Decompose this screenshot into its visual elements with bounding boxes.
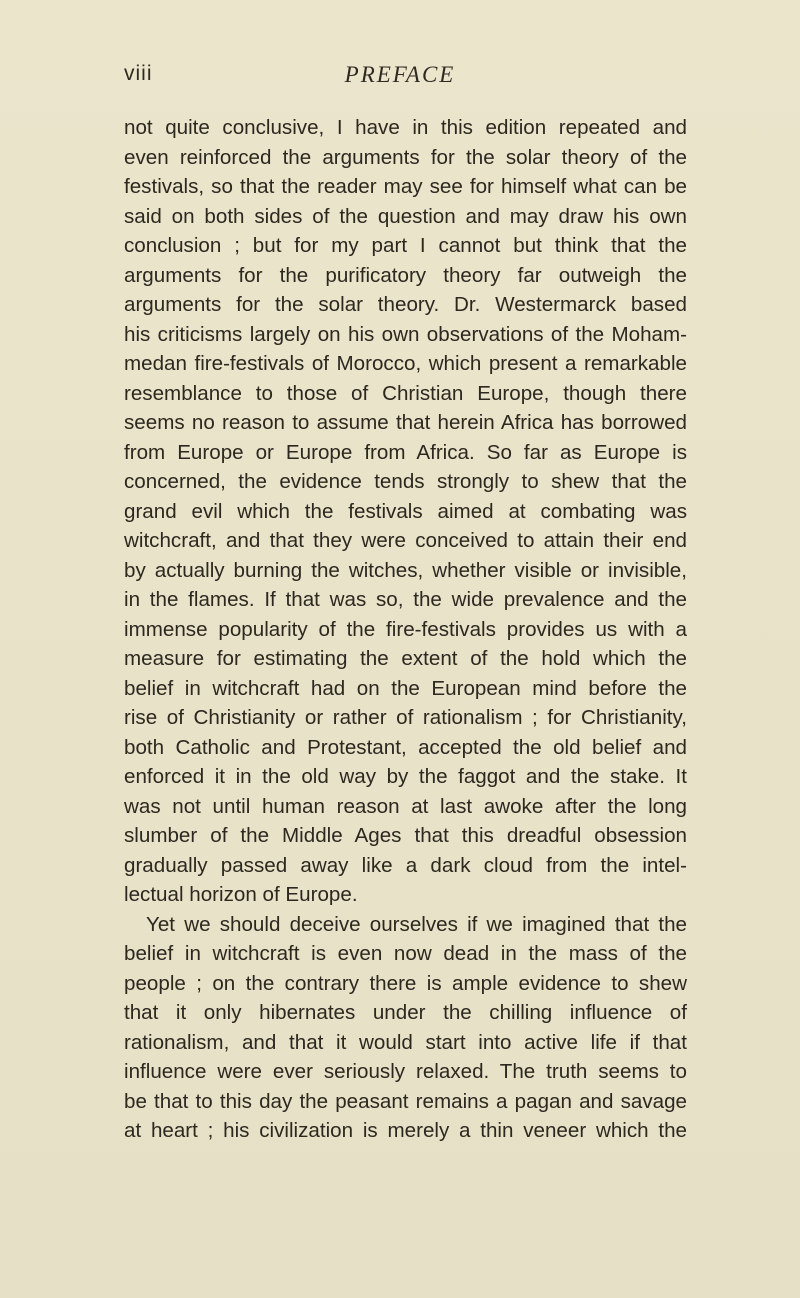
text-line: not quite conclusive, I have in this edition repeated and [124,116,687,139]
text-line: measure for estimating the extent of the hold which the [124,647,687,670]
text-line: from Europe or Europe from Africa. So far as Europe is [124,440,687,464]
text-line: people ; on the contrary there is ample evidence to shew [124,971,687,995]
text-line: be that to this day the peasant remains a pagan and savage [124,1089,687,1113]
text-line: immense popularity of the fire-festivals provides us with a [124,617,687,641]
page-number: viii [124,62,153,85]
text-line: belief in witchcraft had on the European mind before the [124,676,687,700]
text-line: rise of Christianity or rather of rationalism ; for Christianity, [124,706,687,729]
text-line: influence were ever seriously relaxed. The truth seems to [124,1060,687,1083]
text-line: his criticisms largely on his own observations of the Moham- [124,322,687,346]
text-line: said on both sides of the question and may draw his own [124,204,687,228]
text-line: witchcraft, and that they were conceived to attain their end [124,529,687,552]
text-line: festivals, so that the reader may see for himself what can be [124,175,687,198]
text-line: rationalism, and that it would start into active life if that [124,1030,687,1054]
body-text [124,113,687,1146]
text-line: Yet we should deceive ourselves if we imagined that the [146,912,687,936]
running-title: PREFACE [344,62,456,87]
text-line: even reinforced the arguments for the solar theory of the [124,145,687,169]
text-line: at heart ; his civilization is merely a thin veneer which the [124,1119,687,1142]
text-line: lectual horizon of Europe. [124,883,358,906]
text-line: in the flames. If that was so, the wide prevalence and the [124,588,687,611]
text-line: medan fire-festivals of Morocco, which present a remarkable [124,352,687,375]
text-line: seems no reason to assume that herein Africa has borrowed [124,411,687,434]
text-line: slumber of the Middle Ages that this dreadful obsession [124,824,687,847]
text-line: conclusion ; but for my part I cannot but think that the [124,234,687,257]
text-line: was not until human reason at last awoke after the long [124,794,687,818]
text-line: that it only hibernates under the chilling influence of [124,1001,687,1024]
running-head [0,62,800,98]
text-line: arguments for the solar theory. Dr. Westermarck based [124,293,687,316]
text-line: arguments for the purificatory theory far outweigh the [124,263,687,287]
text-line: belief in witchcraft is even now dead in the mass of the [124,942,687,965]
text-line: concerned, the evidence tends strongly to shew that the [124,470,687,493]
text-line: by actually burning the witches, whether visible or invisible, [124,558,687,582]
text-line: gradually passed away like a dark cloud from the intel- [124,853,687,877]
text-line: both Catholic and Protestant, accepted the old belief and [124,735,687,759]
text-line: resemblance to those of Christian Europe, though there [124,381,687,405]
text-line: enforced it in the old way by the faggot and the stake. It [124,765,687,788]
text-line: grand evil which the festivals aimed at combating was [124,499,687,523]
